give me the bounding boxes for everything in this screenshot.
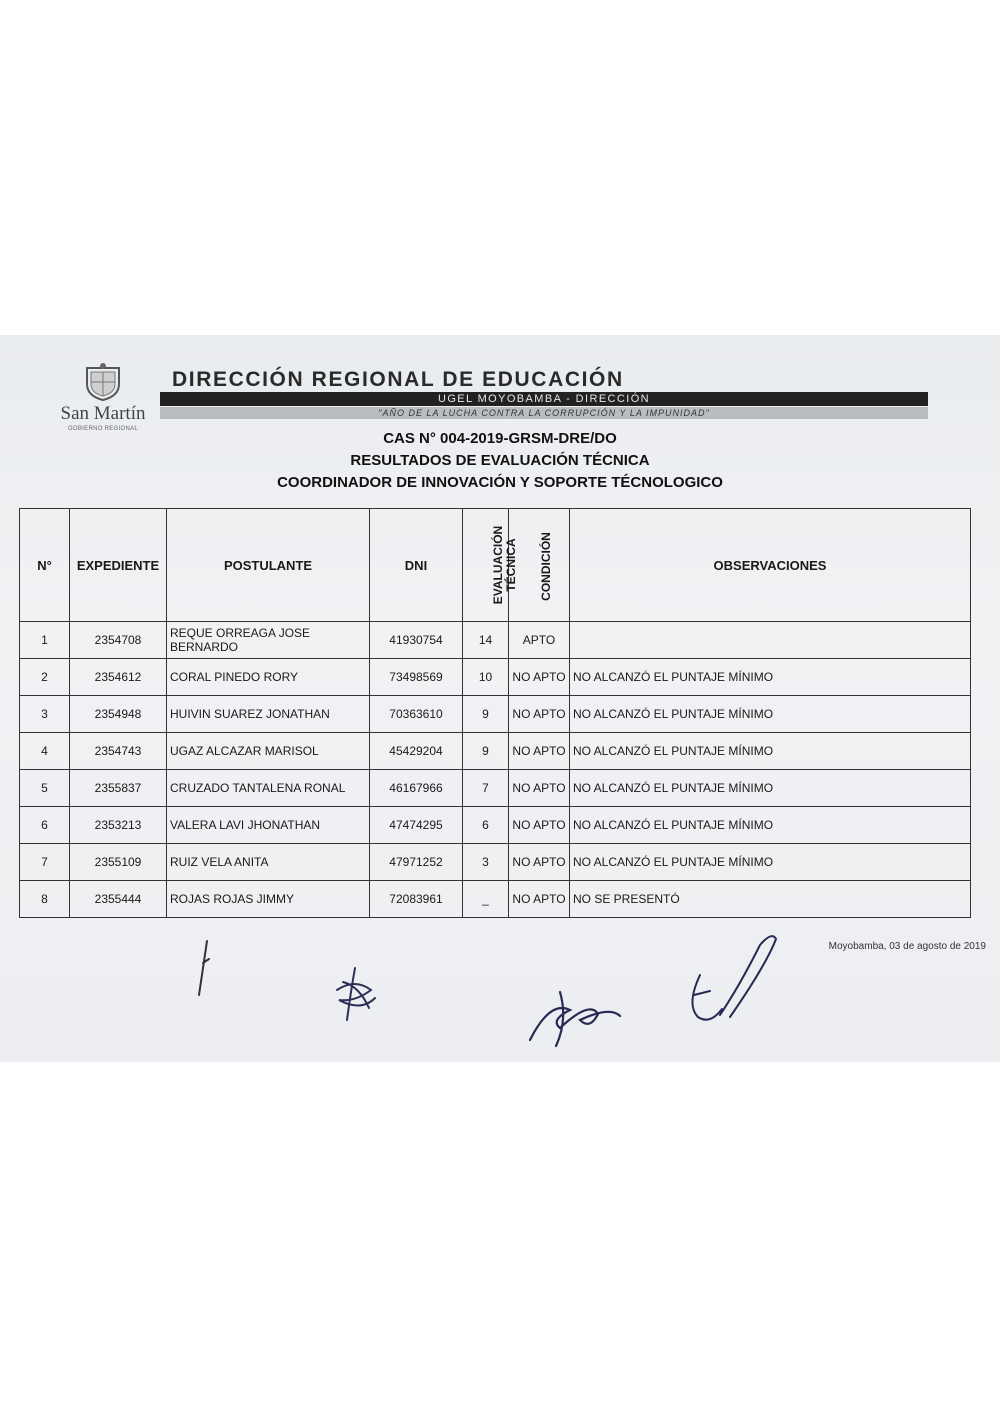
table-row [20, 807, 971, 844]
cell-observaciones: NO ALCANZÓ EL PUNTAJE MÍNIMO [570, 659, 971, 696]
position-title: COORDINADOR DE INNOVACIÓN Y SOPORTE TÉCNOLOGICO [277, 474, 723, 491]
cell-number: 7 [20, 844, 70, 881]
cell-observaciones [570, 622, 971, 659]
cell-expediente: 2354948 [70, 696, 167, 733]
cell-expediente: 2355444 [70, 881, 167, 918]
cell-dni: 46167966 [370, 770, 463, 807]
cell-number: 1 [20, 622, 70, 659]
table-row [20, 881, 971, 918]
cell-condicion: APTO [509, 622, 570, 659]
cell-evaluacion: 9 [463, 696, 509, 733]
institution-title: DIRECCIÓN REGIONAL DE EDUCACIÓN [172, 368, 624, 391]
table-row [20, 733, 971, 770]
signature-mark-3 [520, 980, 630, 1050]
header-evaluacion-line1: EVALUACIÓN [491, 525, 506, 605]
cell-dni: 47971252 [370, 844, 463, 881]
logo-subtitle: GOBIERNO REGIONAL [67, 426, 139, 432]
cell-expediente: 2354743 [70, 733, 167, 770]
cell-evaluacion: 7 [463, 770, 509, 807]
cell-observaciones: NO SE PRESENTÓ [570, 881, 971, 918]
header-postulante: POSTULANTE [167, 509, 370, 622]
cell-dni: 73498569 [370, 659, 463, 696]
ugel-label: UGEL MOYOBAMBA - DIRECCIÓN [437, 393, 651, 405]
cell-dni: 47474295 [370, 807, 463, 844]
cell-condicion: NO APTO [509, 881, 570, 918]
cell-condicion: NO APTO [509, 696, 570, 733]
cell-observaciones: NO ALCANZÓ EL PUNTAJE MÍNIMO [570, 770, 971, 807]
cell-condicion: NO APTO [509, 844, 570, 881]
cell-expediente: 2354612 [70, 659, 167, 696]
cell-evaluacion: 10 [463, 659, 509, 696]
cell-postulante: REQUE ORREAGA JOSE BERNARDO [167, 622, 370, 659]
header-observaciones: OBSERVACIONES [570, 509, 971, 622]
header-expediente: EXPEDIENTE [70, 509, 167, 622]
signature-mark-1 [185, 933, 225, 1003]
document-sheet [0, 335, 1000, 1062]
cell-evaluacion: 6 [463, 807, 509, 844]
cell-postulante: VALERA LAVI JHONATHAN [167, 807, 370, 844]
cell-condicion: NO APTO [509, 770, 570, 807]
cas-number: CAS N° 004-2019-GRSM-DRE/DO [383, 430, 617, 447]
cell-postulante: ROJAS ROJAS JIMMY [167, 881, 370, 918]
cell-number: 2 [20, 659, 70, 696]
table-header-row [20, 509, 971, 622]
logo-name: San Martín [60, 403, 146, 424]
cell-observaciones: NO ALCANZÓ EL PUNTAJE MÍNIMO [570, 844, 971, 881]
table-row [20, 659, 971, 696]
cell-postulante: HUIVIN SUAREZ JONATHAN [167, 696, 370, 733]
cell-number: 3 [20, 696, 70, 733]
cell-number: 8 [20, 881, 70, 918]
header-number: N° [20, 509, 70, 622]
cell-number: 4 [20, 733, 70, 770]
coat-of-arms-icon [81, 362, 125, 402]
cell-condicion: NO APTO [509, 733, 570, 770]
header-dni: DNI [370, 509, 463, 622]
cell-dni: 45429204 [370, 733, 463, 770]
logo-block [48, 362, 158, 432]
cell-number: 5 [20, 770, 70, 807]
cell-evaluacion: 9 [463, 733, 509, 770]
cell-observaciones: NO ALCANZÓ EL PUNTAJE MÍNIMO [570, 696, 971, 733]
cell-postulante: UGAZ ALCAZAR MARISOL [167, 733, 370, 770]
cell-evaluacion: _ [463, 881, 509, 918]
header-evaluacion [463, 509, 519, 622]
table-row [20, 696, 971, 733]
cell-number: 6 [20, 807, 70, 844]
cell-evaluacion: 14 [463, 622, 509, 659]
cell-evaluacion: 3 [463, 844, 509, 881]
cell-postulante: CORAL PINEDO RORY [167, 659, 370, 696]
cell-observaciones: NO ALCANZÓ EL PUNTAJE MÍNIMO [570, 807, 971, 844]
cell-condicion: NO APTO [509, 807, 570, 844]
document-date: Moyobamba, 03 de agosto de 2019 [828, 941, 986, 952]
signature-mark-2 [325, 960, 385, 1030]
cell-expediente: 2355109 [70, 844, 167, 881]
signature-mark-4 [680, 925, 790, 1035]
table-row [20, 844, 971, 881]
cell-observaciones: NO ALCANZÓ EL PUNTAJE MÍNIMO [570, 733, 971, 770]
table-row [20, 622, 971, 659]
cell-expediente: 2355837 [70, 770, 167, 807]
results-table [19, 508, 971, 918]
table-row [20, 770, 971, 807]
year-motto: "AÑO DE LA LUCHA CONTRA LA CORRUPCIÓN Y LA IMPUNIDAD" [378, 408, 710, 418]
cell-postulante: CRUZADO TANTALENA RONAL [167, 770, 370, 807]
results-title: RESULTADOS DE EVALUACIÓN TÉCNICA [350, 452, 650, 469]
cell-postulante: RUIZ VELA ANITA [167, 844, 370, 881]
cell-expediente: 2353213 [70, 807, 167, 844]
cell-dni: 70363610 [370, 696, 463, 733]
cell-dni: 72083961 [370, 881, 463, 918]
header-condicion-label: CONDICIÓN [538, 531, 553, 601]
header-evaluacion-line2: TÉCNICA [504, 538, 519, 592]
cell-condicion: NO APTO [509, 659, 570, 696]
cell-expediente: 2354708 [70, 622, 167, 659]
cell-dni: 41930754 [370, 622, 463, 659]
